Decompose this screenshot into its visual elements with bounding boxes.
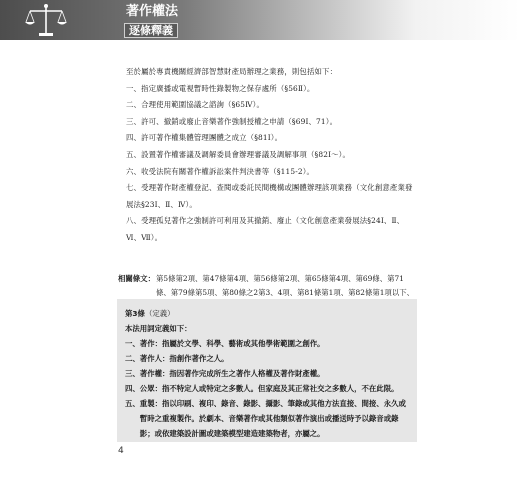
book-subtitle: 逐條釋義 xyxy=(124,23,178,38)
definition-text: 重製：指以印刷、複印、錄音、錄影、攝影、筆錄或其他方法直接、間接、永久或暫時之重複製作。於劇本、音樂著作或其他類似著作演出或播送時予以錄音或錄影；或依建築設計圖或建築模型建造建築物者，亦屬之。 xyxy=(139,399,406,438)
list-item: 一、指定廣播或電視暫時性錄製物之保存處所（§56Ⅱ）。 xyxy=(126,83,315,93)
definition-number: 三、 xyxy=(125,369,140,378)
article-heading xyxy=(125,306,409,321)
definition-text: 著作：指屬於文學、科學、藝術或其他學術範圍之創作。 xyxy=(139,339,325,348)
body-text xyxy=(118,64,418,247)
list-item: 二、合理使用範圍協議之諮詢（§65Ⅳ）。 xyxy=(126,100,265,110)
list-item: 五、設置著作權審議及調解委員會辦理審議及調解事項（§82Ⅰ～）。 xyxy=(126,149,351,159)
book-title: 著作權法 xyxy=(125,4,178,19)
definition-text: 公眾：指不特定人或特定之多數人。但家庭及其正常社交之多數人，不在此限。 xyxy=(139,384,399,393)
definition-item xyxy=(125,351,409,366)
page-number: 4 xyxy=(118,446,124,456)
related-articles-text: 第5條第2項、第47條第4項、第56條第2項、第65條第4項、第69條、第71條、第79條第5項、第80條之2第3、4項、第81條第1項、第82條第1項以下、 xyxy=(156,274,414,298)
definition-item xyxy=(125,396,409,441)
definition-number: 一、 xyxy=(125,339,140,348)
article-intro-line xyxy=(125,321,409,336)
definition-text: 著作權：指因著作完成所生之著作人格權及著作財產權。 xyxy=(139,369,325,378)
definition-number: 五、 xyxy=(125,399,140,408)
list-item: 三、許可、撤銷或廢止音樂著作強制授權之申請（§69Ⅰ、71）。 xyxy=(126,116,338,126)
list-item: 六、收受法院有關著作權訴訟案件判決書等（§115-2）。 xyxy=(126,166,315,176)
related-articles-label: 相關條文： xyxy=(118,274,155,283)
article-number: 第3條 xyxy=(125,309,145,318)
list-item: 四、許可著作權集體管理團體之成立（§81Ⅰ）。 xyxy=(126,133,283,143)
list-item: 八、受理孤兒著作之強制許可利用及其撤銷、廢止（文化創意產業發展法§24Ⅰ、Ⅱ、Ⅵ、Ⅶ）。 xyxy=(126,216,405,242)
definition-text: 著作人：指創作著作之人。 xyxy=(139,354,229,363)
definition-item xyxy=(125,336,409,351)
article-box xyxy=(117,299,417,442)
scales-of-justice-icon xyxy=(22,2,70,38)
intro-paragraph: 至於屬於專責機關經濟部智慧財產局辦理之業務，則包括如下： xyxy=(126,67,338,76)
list-item: 七、受理著作財產權登記、查閱或委託民間機構或團體辦理該項業務（文化創意產業發展法§23Ⅰ、Ⅱ、Ⅳ）。 xyxy=(126,183,413,209)
article-note: （定義） xyxy=(144,309,175,318)
definition-number: 二、 xyxy=(125,354,140,363)
definition-item xyxy=(125,381,409,396)
definition-item xyxy=(125,366,409,381)
book-title-block xyxy=(104,4,178,36)
header-banner xyxy=(0,0,520,40)
definition-number: 四、 xyxy=(125,384,140,393)
article-intro: 本法用詞定義如下： xyxy=(125,324,192,333)
